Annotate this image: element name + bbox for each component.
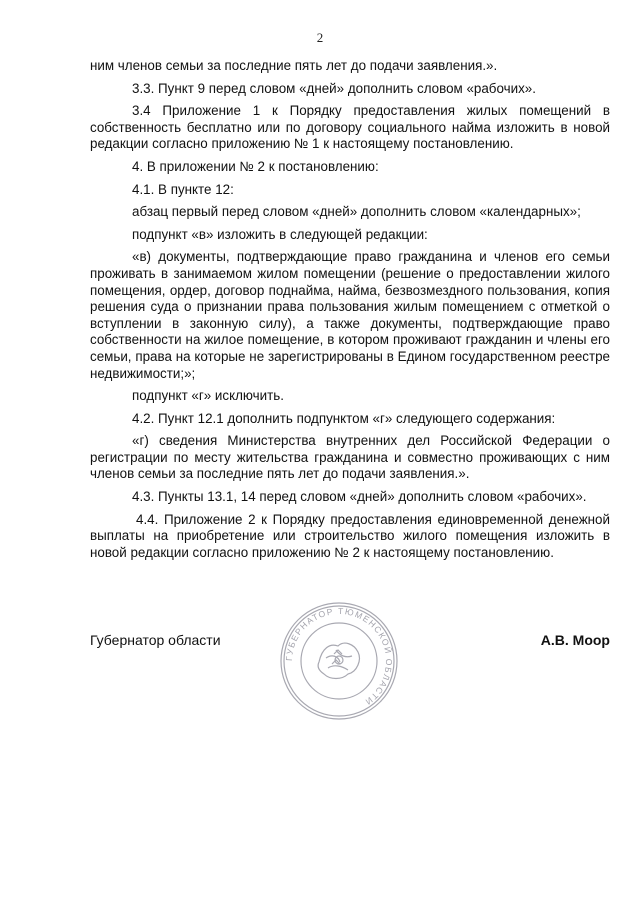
signatory-title: Губернатор области (90, 632, 221, 648)
paragraph-subitem-g-text: «г) сведения Министерства внутренних дел Российской Федерации о регистрации по месту жительства гражданина и совместно проживающих с ним членов семьи за последние пять лет до подачи заявления.». (90, 433, 610, 482)
signatory-name: А.В. Моор (540, 632, 610, 648)
paragraph-4-4: 4.4. Приложение 2 к Порядку предоставления единовременной денежной выплаты на приобретение или строительство жилого помещения изложить в новой редакции согласно приложению № 2 к настоящему постановлению. (90, 511, 610, 560)
official-seal-icon (278, 600, 400, 722)
paragraph-4: 4. В приложении № 2 к постановлению: (132, 158, 379, 174)
page-number: 2 (316, 30, 324, 45)
seal-ring-text: ГУБЕРНАТОР ТЮМЕНСКОЙ ОБЛАСТИ (283, 605, 395, 708)
document-body (90, 58, 610, 567)
paragraph-4-3: 4.3. Пункты 13.1, 14 перед словом «дней» дополнить словом «рабочих». (132, 489, 587, 505)
paragraph-continuation: ним членов семьи за последние пять лет до подачи заявления.». (90, 58, 498, 73)
paragraph-subitem-g-exclude: подпункт «г» исключить. (132, 388, 284, 404)
paragraph-3-3: 3.3. Пункт 9 перед словом «дней» дополнить словом «рабочих». (132, 80, 536, 96)
paragraph-abzac-first: абзац первый перед словом «дней» дополнить словом «календарных»; (132, 204, 581, 220)
paragraph-subitem-v-intro: подпункт «в» изложить в следующей редакции: (132, 226, 428, 242)
paragraph-subitem-v-text: «в) документы, подтверждающие право гражданина и членов его семьи проживать в занимаемом жилом помещении (решение о предоставлении жилого помещения, ордер, договор поднайма, найма, безвозмездного пользования, копия решения суда о признании права пользования жилым помещением с отметкой о вступлении в законную силу), а также документы, подтверждающие право собственности на жилое помещение, в котором проживают гражданин и члены его семьи, права на которые не зарегистрированы в Едином государственном реестре недвижимости;»; (90, 249, 610, 381)
paragraph-3-4: 3.4 Приложение 1 к Порядку предоставления жилых помещений в собственность бесплатно или по договору социального найма изложить в новой редакции согласно приложению № 1 к настоящему постановлению. (90, 103, 610, 152)
paragraph-4-2: 4.2. Пункт 12.1 дополнить подпунктом «г» следующего содержания: (132, 410, 556, 426)
signature-block (90, 605, 610, 746)
paragraph-4-1: 4.1. В пункте 12: (132, 181, 234, 197)
